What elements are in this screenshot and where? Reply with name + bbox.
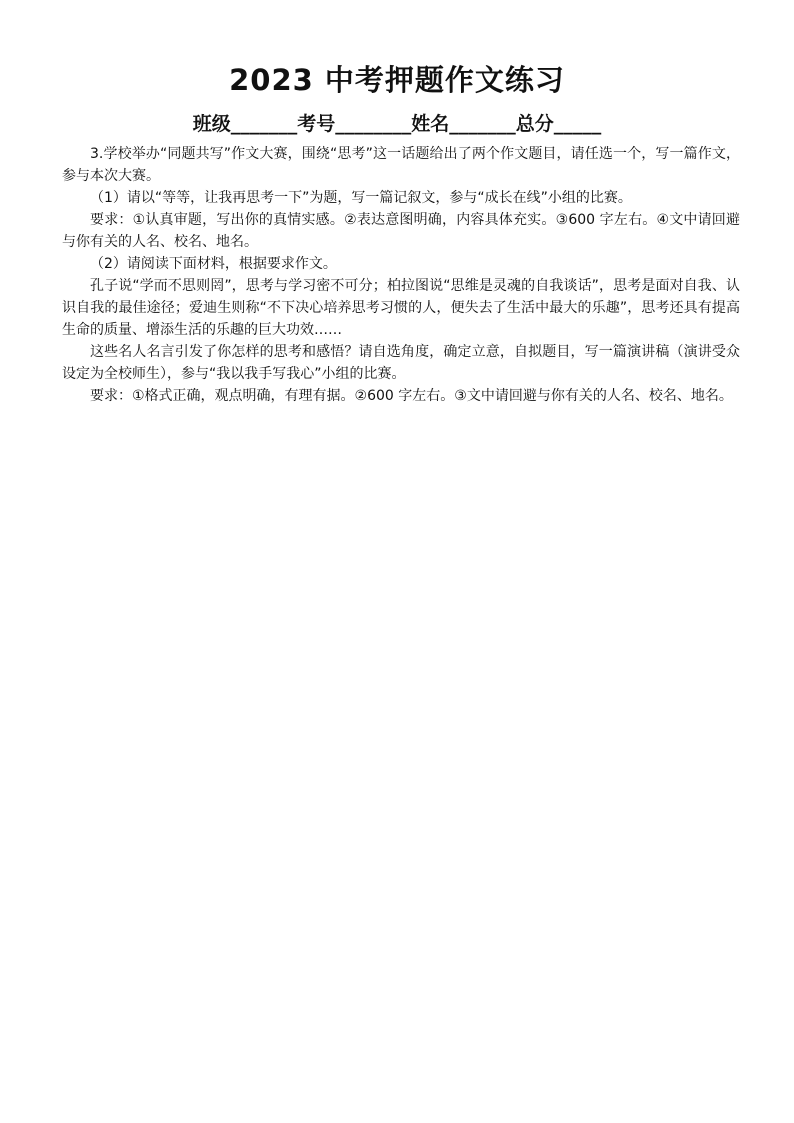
option-two-task: 这些名人名言引发了你怎样的思考和感悟？请自选角度，确定立意，自拟题目，写一篇演讲稿（演讲受众设定为全校师生），参与“我以我手写我心”小组的比赛。 [62,344,740,382]
question-intro: 3.学校举办“同题共写”作文大赛，围绕“思考”这一话题给出了两个作文题目，请任选一个，写一篇作文，参与本次大赛。 [62,146,740,184]
page-title: 2023 中考押题作文练习 [229,63,565,97]
student-info-line: 班级_______考号________姓名_______总分_____ [192,113,602,135]
option-one-requirements: 要求：①认真审题，写出你的真情实感。②表达意图明确，内容具体充实。③600 字左右。④文中请回避与你有关的人名、校名、地名。 [62,212,740,250]
option-two-requirements: 要求：①格式正确，观点明确，有理有据。②600 字左右。③文中请回避与你有关的人名、校名、地名。 [90,388,733,404]
option-two-material: 孔子说“学而不思则罔”，思考与学习密不可分；柏拉图说“思维是灵魂的自我谈话”，思考是面对自我、认识自我的最佳途径；爱迪生则称“不下决心培养思考习惯的人，便失去了生活中最大的乐趣”，思考还具有提高生命的质量、增添生活的乐趣的巨大功效…… [62,278,740,338]
question-body [62,143,740,407]
option-two-prompt: （2）请阅读下面材料，根据要求作文。 [90,256,337,272]
option-one-prompt: （1）请以“等等，让我再思考一下”为题，写一篇记叙文，参与“成长在线”小组的比赛。 [90,190,632,206]
